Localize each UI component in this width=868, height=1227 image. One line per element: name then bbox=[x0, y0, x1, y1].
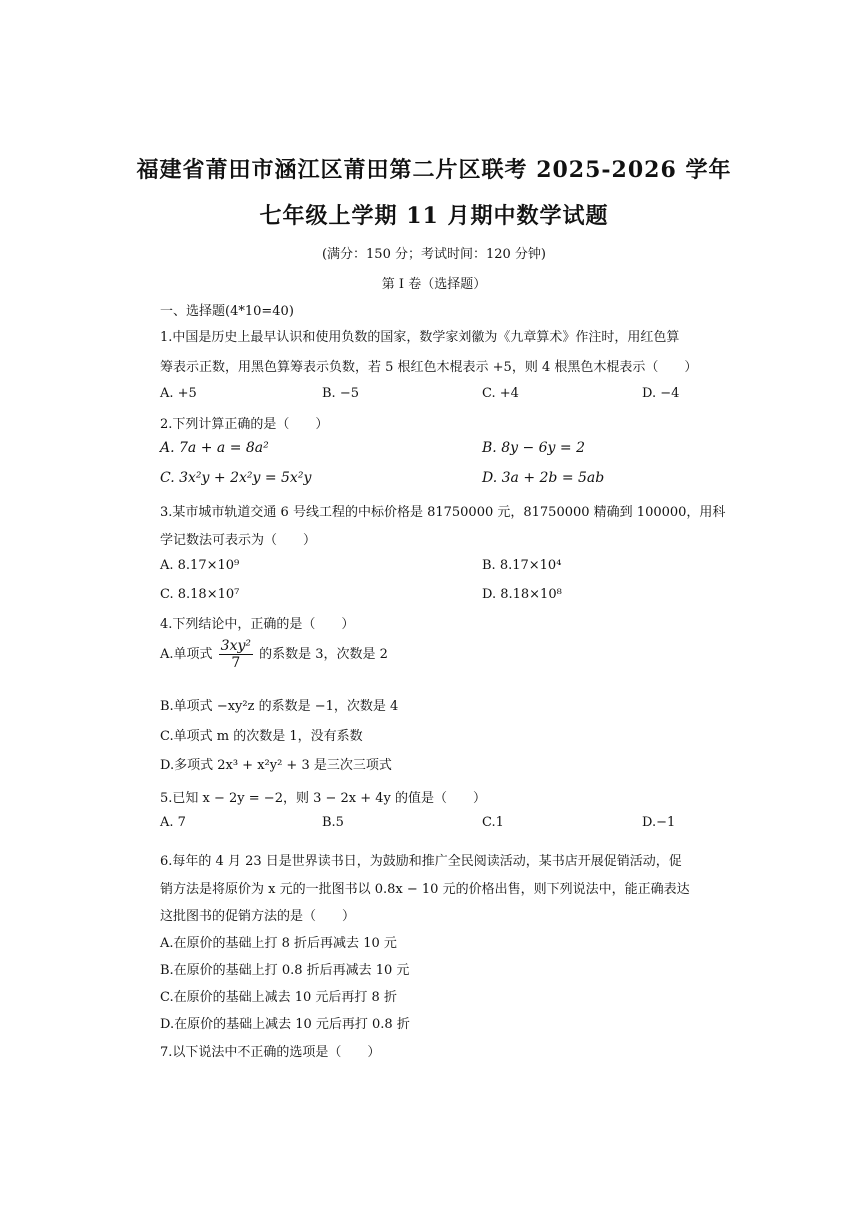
q5-option-a: A. 7 bbox=[160, 815, 186, 830]
q6-stem-line2: 销方法是将原价为 x 元的一批图书以 0.8x − 10 元的价格出售，则下列说法中，能正确表达 bbox=[160, 882, 690, 897]
q5-option-b: B.5 bbox=[322, 815, 344, 830]
q6-option-d: D.在原价的基础上减去 10 元后再打 0.8 折 bbox=[160, 1017, 410, 1032]
q2-option-b: B. 8y − 6y = 2 bbox=[482, 440, 585, 456]
q1-option-b: B. −5 bbox=[322, 386, 359, 401]
q1-stem-line2: 筹表示正数，用黑色算筹表示负数，若 5 根红色木棍表示 +5，则 4 根黑色木棍表示（ ） bbox=[160, 360, 698, 375]
q1-option-a: A. +5 bbox=[160, 386, 197, 401]
q3-option-b: B. 8.17×10⁴ bbox=[482, 558, 562, 573]
q1-option-c: C. +4 bbox=[482, 386, 519, 401]
q1-stem-line1: 1.中国是历史上最早认识和使用负数的国家，数学家刘徽为《九章算术》作注时，用红色算 bbox=[160, 330, 680, 345]
q6-option-c: C.在原价的基础上减去 10 元后再打 8 折 bbox=[160, 990, 397, 1005]
q4-option-a-suffix: 的系数是 3，次数是 2 bbox=[259, 647, 388, 662]
exam-volume-label: 第 I 卷（选择题） bbox=[381, 277, 487, 292]
q6-stem-line3: 这批图书的促销方法的是（ ） bbox=[160, 909, 356, 924]
exam-title-line2: 七年级上学期 11 月期中数学试题 bbox=[259, 203, 609, 229]
q5-option-c: C.1 bbox=[482, 815, 504, 830]
q4-fraction-numerator: 3xy² bbox=[220, 638, 251, 654]
q2-option-a: A. 7a + a = 8a² bbox=[160, 440, 269, 456]
q4-option-d: D.多项式 2x³ + x²y² + 3 是三次三项式 bbox=[160, 758, 392, 773]
q3-option-a: A. 8.17×10⁹ bbox=[160, 558, 240, 573]
q4-fraction-denominator: 7 bbox=[231, 655, 241, 671]
q4-option-a-prefix: A.单项式 bbox=[160, 647, 213, 662]
q5-stem: 5.已知 x − 2y = −2，则 3 − 2x + 4y 的值是（ ） bbox=[160, 791, 487, 806]
q6-option-a: A.在原价的基础上打 8 折后再减去 10 元 bbox=[160, 936, 397, 951]
q3-stem-line1: 3.某市城市轨道交通 6 号线工程的中标价格是 81750000 元，81750000 精确到 100000，用科 bbox=[160, 505, 726, 520]
q6-option-b: B.在原价的基础上打 0.8 折后再减去 10 元 bbox=[160, 963, 410, 978]
section-heading: 一、选择题(4*10=40) bbox=[160, 304, 294, 319]
q6-stem-line1: 6.每年的 4 月 23 日是世界读书日，为鼓励和推广全民阅读活动，某书店开展促销活动，促 bbox=[160, 854, 682, 869]
q2-option-c: C. 3x²y + 2x²y = 5x²y bbox=[160, 470, 312, 486]
q4-fraction bbox=[219, 638, 253, 671]
q4-option-b: B.单项式 −xy²z 的系数是 −1，次数是 4 bbox=[160, 699, 399, 714]
q7-stem: 7.以下说法中不正确的选项是（ ） bbox=[160, 1045, 381, 1060]
exam-title-line1: 福建省莆田市涵江区莆田第二片区联考 2025-2026 学年 bbox=[136, 157, 732, 183]
q5-option-d: D.−1 bbox=[642, 815, 676, 830]
q3-option-d: D. 8.18×10⁸ bbox=[482, 587, 562, 602]
q4-stem: 4.下列结论中，正确的是（ ） bbox=[160, 617, 355, 632]
q1-option-d: D. −4 bbox=[642, 386, 680, 401]
q3-option-c: C. 8.18×10⁷ bbox=[160, 587, 240, 602]
q2-option-d: D. 3a + 2b = 5ab bbox=[482, 470, 605, 486]
q3-stem-line2: 学记数法可表示为（ ） bbox=[160, 533, 317, 548]
q4-option-c: C.单项式 m 的次数是 1，没有系数 bbox=[160, 729, 363, 744]
exam-meta: (满分：150 分；考试时间：120 分钟) bbox=[321, 247, 547, 262]
q2-stem: 2.下列计算正确的是（ ） bbox=[160, 417, 329, 432]
q4-option-a bbox=[160, 638, 388, 671]
